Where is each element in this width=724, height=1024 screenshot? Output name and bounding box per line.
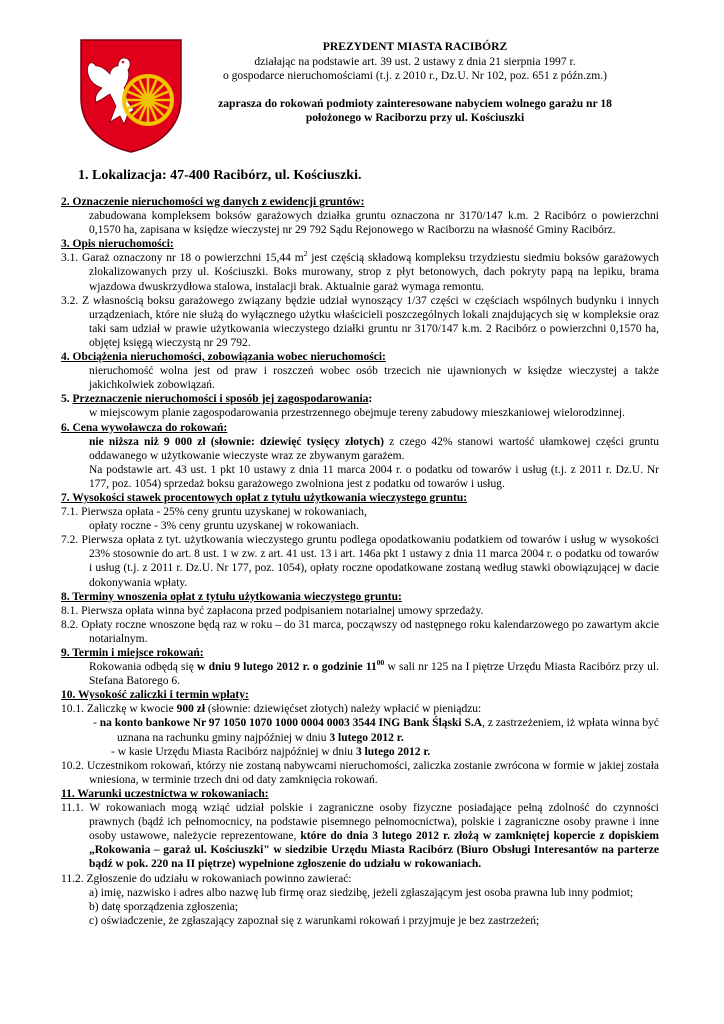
section-8-2: 8.2. Opłaty roczne wnoszone będą raz w roku – do 31 marca, począwszy od następnego roku kalendarzowego po zawartym akcie notarialnym.: [61, 618, 659, 645]
section-10-1: 10.1. Zaliczkę w kwocie 900 zł (słownie: dziewięćset złotych) należy wpłacić w pieniądzu:: [61, 703, 482, 716]
section-7-heading: 7. Wysokości stawek procentowych opłat z tytułu użytkowania wieczystego gruntu:: [61, 491, 468, 504]
invitation-line-1: zaprasza do rokowań podmioty zainteresowane nabyciem wolnego garażu nr 18: [218, 97, 612, 110]
section-9-text: Rokowania odbędą się w dniu 9 lutego 2012 r. o godzinie $11^{00}$ w sali nr 125 na I piętrze Urzędu Miasta Racibórz przy ul. Stefana Batorego 6.: [89, 658, 659, 688]
section-10-2: 10.2. Uczestnikom rokowań, którzy nie zostaną nabywcami nieruchomości, zaliczka zostanie zwrócona w formie w jakiej została wniesiona, w terminie trzech dni od daty zamknięcia rokowań.: [61, 759, 659, 786]
section-7-2: 7.2. Pierwsza opłata z tyt. użytkowania wieczystego gruntu podlega opodatkowaniu podatkiem od towarów i usług w wysokości 23% stosownie do art. 8 ust. 1 w zw. z art. 41 ust. 13 i art. 146a pkt 1 ustawy z dnia 11 marca 2004 r. o podatku od towarów i usług (t.j. z 2011 r. Dz.U. Nr 177, poz. 1054), opłaty roczne opodatkowane zostaną według stawki obowiązującej w dacie dokonywania wpłaty.: [61, 534, 659, 589]
section-4-text: nieruchomość wolna jest od praw i roszczeń wobec osób trzecich nie ujawnionych w księdze wieczystej a także jakichkolwiek zobowiązań.: [89, 365, 659, 392]
section-6-vat: Na podstawie art. 43 ust. 1 pkt 10 ustawy z dnia 11 marca 2004 r. o podatku od towarów i usług (t.j. z 2011 r. Dz.U. Nr 177, poz. 1054) sprzedaż boksu garażowego zwolniona jest z podatku od towarów i usług.: [89, 463, 659, 490]
section-6-price: nie niższa niż 9 000 zł (słownie: dziewięć tysięcy złotych) z czego 42% stanowi wartość ułamkowej części gruntu oddawanego w użytkowanie wieczyste wraz ze zbywanym garażem.: [89, 435, 660, 462]
document-body: [61, 195, 659, 928]
document-title: PREZYDENT MIASTA RACIBÓRZ: [322, 40, 508, 53]
section-8-heading: 8. Terminy wnoszenia opłat z tytułu użytkowania wieczystego gruntu:: [61, 590, 402, 603]
raciborz-coat-of-arms-icon: [76, 36, 186, 154]
section-3-heading: 3. Opis nieruchomości:: [61, 238, 174, 251]
legal-basis-line-1: działając na podstawie art. 39 ust. 2 ustawy z dnia 21 sierpnia 1997 r.: [254, 55, 576, 68]
section-11-1: 11.1. W rokowaniach mogą wziąć udział polskie i zagraniczne osoby fizyczne posiadające pełną zdolność do czynności prawnych (bądź ich pełnomocnicy, na podstawie pisemnego pełnomocnictwa), polskie i zagraniczne osoby prawne i inne osoby ustawowe, należycie reprezentowane, które do dnia 3 lutego 2012 r. złożą w zamkniętej kopercie z dopiskiem „Rokowania – garaż ul. Kościuszki" w siedzibie Urzędu Miasta Racibórz (Biuro Obsługi Interesantów na parterze bądź w pok. 220 na II piętrze) wypełnione zgłoszenie do udziału w rokowaniach.: [61, 802, 659, 871]
section-11-2: 11.2. Zgłoszenie do udziału w rokowaniach powinno zawierać:: [61, 872, 352, 885]
section-11-2-c: c) oświadczenie, że zgłaszający zapoznał się z warunkami rokowań i przyjmuje je bez zastrzeżeń;: [89, 914, 540, 927]
section-10-heading: 10. Wysokość zaliczki i termin wpłaty:: [61, 689, 249, 702]
section-5-heading: 5. Przeznaczenie nieruchomości i sposób jej zagospodarowania:: [61, 393, 373, 406]
section-4-heading: 4. Obciążenia nieruchomości, zobowiązania wobec nieruchomości:: [61, 351, 386, 364]
section-10-1-bank: - na konto bankowe Nr 97 1050 1070 1000 0004 0003 3544 ING Bank Śląski S.A, z zastrzeżeniem, iż wpłata winna być uznana na rachunku gminy najpóźniej w dniu 3 lutego 2012 r.: [93, 717, 659, 744]
section-3-2: 3.2. Z własnością boksu garażowego związany będzie udział wynoszący 1/37 części w częściach wspólnych budynku i innych urządzeniach, które nie służą do wyłącznego użytku właścicieli poszczególnych lokali znajdujących się w kompleksie oraz taki sam udział w prawie użytkowania wieczystego działki gruntu nr 3170/147 k.m. 2 Racibórz o powierzchni 0,1570 ha, objętej księgą wieczystą nr 29 792.: [61, 294, 659, 349]
legal-basis-line-2: o gospodarce nieruchomościami (t.j. z 2010 r., Dz.U. Nr 102, poz. 651 z późn.zm.): [222, 69, 608, 82]
section-7-1: 7.1. Pierwsza opłata - 25% ceny gruntu uzyskanej w rokowaniach,: [61, 506, 367, 519]
section-7-1-annual: opłaty roczne - 3% ceny gruntu uzyskanej w rokowaniach.: [89, 520, 359, 533]
section-11-2-a: a) imię, nazwisko i adres albo nazwę lub firmę oraz siedzibę, jeżeli zgłaszającym jest osoba prawna lub inny podmiot;: [89, 886, 634, 899]
section-6-heading: 6. Cena wywoławcza do rokowań:: [61, 421, 228, 434]
section-5-text: w miejscowym planie zagospodarowania przestrzennego obejmuje tereny zabudowy mieszkaniowej wielorodzinnej.: [89, 407, 625, 420]
invitation-line-2: położonego w Raciborzu przy ul. Kościuszki: [305, 111, 525, 124]
section-8-1: 8.1. Pierwsza opłata winna być zapłacona przed podpisaniem notarialnej umowy sprzedaży.: [61, 604, 484, 617]
section-3-1: 3.1. Garaż oznaczony nr 18 o powierzchni 15,44 $m^2$ jest częścią składową kompleksu trzydziestu siedmiu boksów garażowych zlokalizowanych przy ul. Kościuszki. Boks murowany, strop z płyt betonowych, dach pokryty papą na lepiku, brama wjazdowa dwuskrzydłowa stalowa, instalacji brak. Aktualnie garaż wymaga remontu.: [61, 249, 659, 293]
location-heading: 1. Lokalizacja: 47-400 Racibórz, ul. Kościuszki.: [78, 168, 362, 183]
section-9-heading: 9. Termin i miejsce rokowań:: [61, 647, 204, 659]
section-11-2-b: b) datę sporządzenia zgłoszenia;: [89, 900, 239, 913]
section-2-heading: 2. Oznaczenie nieruchomości wg danych z ewidencji gruntów:: [61, 196, 365, 208]
section-2-text: zabudowana kompleksem boksów garażowych działka gruntu oznaczona nr 3170/147 k.m. 2 Racibórz o powierzchni 0,1570 ha, zapisana w księdze wieczystej nr 29 792 Sądu Rejonowego w Raciborzu na własność Gminy Racibórz.: [89, 210, 659, 237]
section-10-1-cash: - w kasie Urzędu Miasta Racibórz najpóźniej w dniu 3 lutego 2012 r.: [111, 745, 431, 758]
section-11-heading: 11. Warunki uczestnictwa w rokowaniach:: [61, 787, 269, 800]
